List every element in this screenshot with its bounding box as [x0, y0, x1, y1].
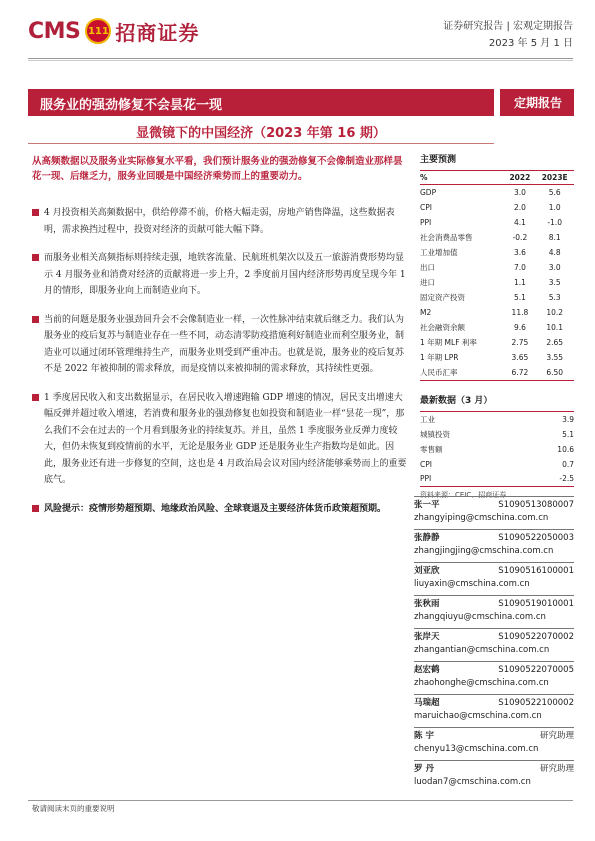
- forecast-value-2022: 1.1: [513, 277, 526, 287]
- forecast-title: 主要预测: [420, 155, 457, 165]
- author-email-link[interactable]: liuyaxin@cmschina.com.cn: [414, 579, 530, 589]
- subtitle-divider: [28, 143, 494, 144]
- latest-data-table: [420, 411, 574, 488]
- forecast-value-2022: 3.6: [513, 247, 526, 257]
- forecast-value-2023e: 10.1: [546, 322, 564, 332]
- author-entry: [414, 529, 574, 558]
- author-email-link[interactable]: luodan7@cmschina.com.cn: [414, 777, 531, 787]
- report-title-banner: 服务业的强劲修复不会昙花一现: [28, 89, 494, 116]
- forecast-indicator: 1 年期 LPR: [420, 352, 459, 362]
- forecast-value-2023e: 3.0: [548, 262, 561, 272]
- latest-value: 3.9: [562, 414, 574, 424]
- author-entry: [414, 562, 574, 591]
- authors-list: [414, 496, 574, 793]
- author-license-id: 研究助理: [539, 764, 574, 774]
- forecast-row: [420, 275, 574, 290]
- author-name: 罗 丹: [414, 764, 434, 774]
- intro-summary: 从高频数据以及服务业实际修复水平看，我们预计服务业的强劲修复不会像制造业那样昙花一现、后继乏力，服务业回暖是中国经济乘势而上的重要动力。: [32, 156, 403, 182]
- risk-text: 疫情形势超预期、地缘政治风险、全球衰退及主要经济体货币政策超预期。: [89, 503, 387, 514]
- latest-value: 10.6: [557, 444, 574, 454]
- forecast-indicator: CPI: [420, 202, 432, 212]
- forecast-indicator: 社会融资余额: [420, 322, 465, 332]
- forecast-row: [420, 320, 574, 335]
- risk-label: 风险提示：: [44, 503, 90, 514]
- author-entry: [414, 496, 574, 525]
- report-type: 证券研究报告 | 宏观定期报告: [443, 21, 573, 32]
- forecast-indicator: 人民币汇率: [420, 365, 504, 381]
- latest-indicator: 城镇投资: [420, 429, 450, 439]
- latest-data-row: [420, 427, 574, 442]
- author-license-id: S1090522100002: [498, 698, 574, 708]
- author-entry: [414, 628, 574, 657]
- author-license-id: S1090522050003: [498, 533, 574, 543]
- latest-data-row: [420, 472, 574, 487]
- author-license-id: 研究助理: [539, 731, 574, 741]
- forecast-row: [420, 230, 574, 245]
- forecast-value-2023e: 6.50: [535, 365, 574, 381]
- report-subtitle: 显微镜下的中国经济（2023 年第 16 期）: [136, 126, 386, 141]
- forecast-value-2022: -0.2: [512, 232, 528, 242]
- forecast-value-2022: 3.65: [511, 352, 529, 362]
- risk-warning: [32, 501, 410, 517]
- forecast-value-2022: 11.8: [511, 307, 529, 317]
- author-entry: [414, 595, 574, 624]
- forecast-row: [420, 245, 574, 260]
- forecast-value-2022: 2.0: [513, 202, 526, 212]
- forecast-indicator: GDP: [420, 187, 437, 197]
- author-email-link[interactable]: zhangqiuyu@cmschina.com.cn: [414, 612, 546, 622]
- author-email-link[interactable]: zhaohonghe@cmschina.com.cn: [414, 678, 549, 688]
- forecast-table: [420, 170, 574, 381]
- forecast-header-2023e: 2023E: [535, 171, 574, 185]
- paragraph-4: 1 季度居民收入和支出数据显示，在居民收入增速跑输 GDP 增速的情况，居民支出增速大幅反弹并超过收入增速，若消费和服务业的强劲修复也如投资和制造业一样“昙花一现”，那么我们不会在过去的一个月看到服务业的持续复苏。并且，虽然 1 季度服务业反弹力度较大，但仍未恢复到疫情前的水平，无论是服务业 GDP 还是服务业生产指数均是如此。因此，服务业还有进一步修复的空间，这也是 4 月政治局会议对国内经济能够乘势而上的重要底气。: [32, 390, 410, 489]
- forecast-row: [420, 365, 574, 381]
- author-name: 陈 宇: [414, 731, 434, 741]
- forecast-indicator: 固定资产投资: [420, 292, 465, 302]
- latest-indicator: PPI: [420, 472, 519, 487]
- forecast-value-2022: 5.1: [513, 292, 526, 302]
- latest-data-row: [420, 411, 574, 427]
- forecast-row: [420, 260, 574, 275]
- forecast-row: [420, 215, 574, 230]
- forecast-row: [420, 200, 574, 215]
- author-email-link[interactable]: maruichao@cmschina.com.cn: [414, 711, 542, 721]
- forecast-indicator: 进口: [420, 277, 435, 287]
- forecast-row: [420, 185, 574, 200]
- forecast-indicator: 社会消费品零售: [420, 232, 473, 242]
- author-license-id: S1090522070002: [498, 632, 574, 642]
- author-license-id: S1090519010001: [498, 599, 574, 609]
- forecast-value-2023e: 8.1: [548, 232, 561, 242]
- author-entry: [414, 760, 574, 789]
- latest-indicator: 零售额: [420, 444, 443, 454]
- footer-divider: [28, 800, 573, 801]
- latest-data-title: 最新数据（3 月）: [420, 395, 493, 406]
- author-email-link[interactable]: zhangyiping@cmschina.com.cn: [414, 513, 549, 523]
- author-entry: [414, 727, 574, 756]
- author-name: 张岸天: [414, 632, 440, 642]
- paragraph-3: 当前的问题是服务业强劲回升会不会像制造业一样，一次性脉冲结束就后继乏力。我们认为服务业的疫后复苏与制造业存在一些不同，动态清零防疫措施利好制造业而利空服务业，制造业可以通过闭环管理维持生产，而服务业则受到严重冲击。也就是说，服务业的疫后复苏不是 2022 年被抑制的需求释放，而是疫情以来被抑制的需求释放，其持续性更强。: [32, 312, 410, 378]
- forecast-header-row: [420, 171, 574, 185]
- report-meta: [443, 18, 573, 52]
- author-license-id: S1090522070005: [498, 665, 574, 675]
- header-divider: [28, 58, 573, 59]
- forecast-value-2022: 7.0: [513, 262, 526, 272]
- forecast-header-2022: 2022: [504, 171, 535, 185]
- author-name: 马瑞超: [414, 698, 440, 708]
- forecast-indicator: M2: [420, 307, 432, 317]
- data-source: 资料来源：CEIC、招商证券: [420, 491, 507, 499]
- forecast-value-2023e: 1.0: [548, 202, 561, 212]
- forecast-value-2022: 3.0: [513, 187, 526, 197]
- forecast-value-2022: 6.72: [504, 365, 535, 381]
- forecast-row: [420, 335, 574, 350]
- main-content: [32, 154, 410, 517]
- header-divider-secondary: [28, 60, 573, 61]
- author-license-id: S1090513080007: [498, 500, 574, 510]
- forecast-row: [420, 290, 574, 305]
- report-date: 2023 年 5 月 1 日: [488, 38, 573, 49]
- author-name: 刘亚欣: [414, 566, 440, 576]
- forecast-value-2022: 9.6: [513, 322, 526, 332]
- forecast-row: [420, 305, 574, 320]
- latest-indicator: CPI: [420, 459, 432, 469]
- logo-badge-icon: 111: [85, 18, 111, 44]
- logo-chinese-text: 招商证券: [115, 20, 200, 45]
- forecast-indicator: 工业增加值: [420, 247, 458, 257]
- author-email-link[interactable]: chenyu13@cmschina.com.cn: [414, 744, 539, 754]
- forecast-value-2023e: -1.0: [547, 217, 563, 227]
- forecast-indicator: 出口: [420, 262, 435, 272]
- forecast-value-2022: 4.1: [513, 217, 526, 227]
- forecast-value-2023e: 2.65: [546, 337, 564, 347]
- author-name: 张一平: [414, 500, 440, 510]
- forecast-indicator: 1 年期 MLF 利率: [420, 337, 477, 347]
- author-email-link[interactable]: zhangjingjing@cmschina.com.cn: [414, 546, 554, 556]
- latest-data-row: [420, 457, 574, 472]
- forecast-value-2023e: 3.55: [546, 352, 564, 362]
- paragraph-2: 而服务业相关高频指标则持续走强，地铁客流量、民航班机架次以及五一旅游消费形势均显示 4 月服务业和消费对经济的贡献将进一步上升，2 季度前月国内经济形势再度呈现今年 1 月的情形，即服务业向上而制造业向下。: [32, 250, 410, 300]
- forecast-value-2023e: 10.2: [546, 307, 564, 317]
- latest-value: 5.1: [562, 429, 574, 439]
- logo-cms-text: CMS: [28, 18, 81, 44]
- forecast-value-2023e: 5.6: [548, 187, 561, 197]
- forecast-header-label: %: [420, 171, 504, 185]
- forecast-value-2023e: 5.3: [548, 292, 561, 302]
- company-logo: [28, 14, 218, 48]
- author-name: 赵宏鹤: [414, 665, 440, 675]
- author-name: 张静静: [414, 533, 440, 543]
- author-entry: [414, 694, 574, 723]
- latest-indicator: 工业: [420, 414, 435, 424]
- forecast-value-2023e: 3.5: [548, 277, 561, 287]
- report-tag-banner: 定期报告: [500, 89, 574, 116]
- author-license-id: S1090516100001: [498, 566, 574, 576]
- paragraph-1: 4 月投资相关高频数据中，供给停滞不前，价格大幅走弱，房地产销售降温，这些数据表明，需求换挡过程中，投资对经济的贡献可能大幅下降。: [32, 205, 410, 238]
- author-entry: [414, 661, 574, 690]
- forecast-indicator: PPI: [420, 217, 432, 227]
- forecast-value-2022: 2.75: [511, 337, 529, 347]
- forecast-row: [420, 350, 574, 365]
- footer-note: 敬请阅读末页的重要说明: [32, 804, 115, 813]
- author-name: 张秋雨: [414, 599, 440, 609]
- sidebar: [420, 152, 574, 500]
- author-email-link[interactable]: zhangantian@cmschina.com.cn: [414, 645, 550, 655]
- latest-value: -2.5: [519, 472, 574, 487]
- forecast-value-2023e: 4.8: [548, 247, 561, 257]
- latest-value: 0.7: [562, 459, 574, 469]
- latest-data-row: [420, 442, 574, 457]
